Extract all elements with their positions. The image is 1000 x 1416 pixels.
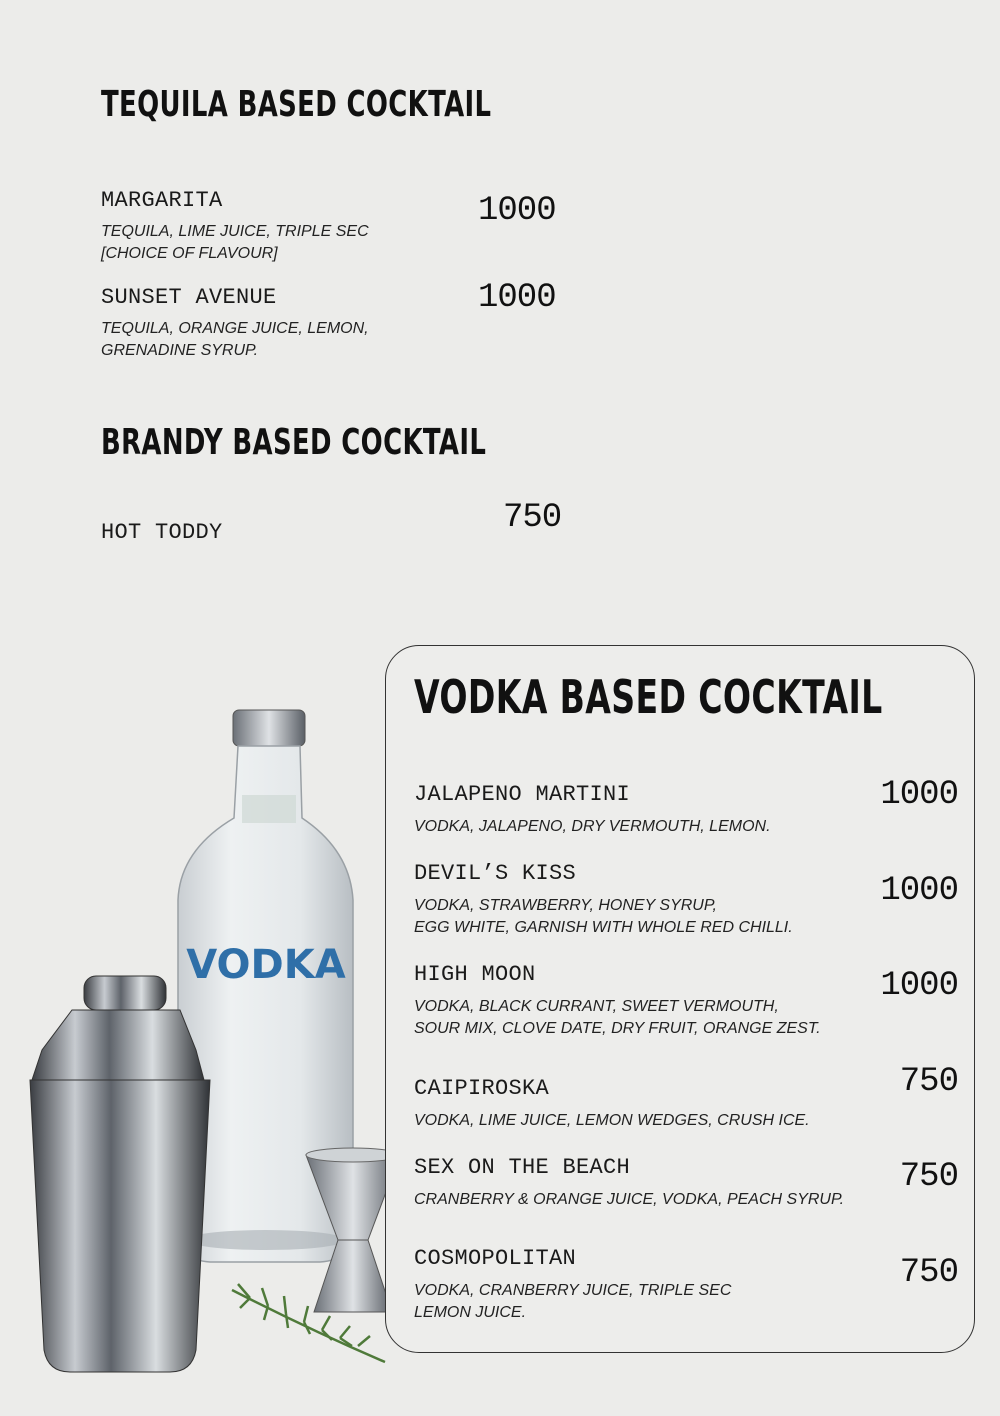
menu-item-name: HIGH MOON xyxy=(414,962,536,987)
menu-item-description: CRANBERRY & ORANGE JUICE, VODKA, PEACH SYRUP. xyxy=(414,1191,845,1208)
menu-item-name: SEX ON THE BEACH xyxy=(414,1155,631,1180)
menu-item-name: CAIPIROSKA xyxy=(414,1076,550,1101)
menu-item-description: VODKA, JALAPENO, DRY VERMOUTH, LEMON. xyxy=(414,818,771,835)
menu-item-name: HOT TODDY xyxy=(101,520,223,545)
menu-item-price: 750 xyxy=(503,499,562,537)
menu-item-description: TEQUILA, ORANGE JUICE, LEMON, GRENADINE SYRUP. xyxy=(101,320,369,359)
menu-item-description: VODKA, BLACK CURRANT, SWEET VERMOUTH, SOUR MIX, CLOVE DATE, DRY FRUIT, ORANGE ZEST. xyxy=(414,998,821,1037)
menu-item-price: 1000 xyxy=(880,872,958,910)
bottle-label: VODKA xyxy=(186,942,346,988)
menu-item-description: VODKA, CRANBERRY JUICE, TRIPLE SEC LEMON JUICE. xyxy=(414,1282,732,1321)
menu-item-name: MARGARITA xyxy=(101,188,223,213)
menu-item-price: 1000 xyxy=(880,967,958,1005)
menu-item-name: DEVIL’S KISS xyxy=(414,861,577,886)
menu-item-price: 1000 xyxy=(478,192,556,230)
menu-item-name: JALAPENO MARTINI xyxy=(414,782,631,807)
cocktail-shaker xyxy=(30,976,210,1372)
menu-item-price: 1000 xyxy=(880,776,958,814)
tequila-heading: TEQUILA BASED COCKTAIL xyxy=(101,84,492,125)
menu-item-name: SUNSET AVENUE xyxy=(101,285,277,310)
menu-item-description: VODKA, LIME JUICE, LEMON WEDGES, CRUSH ICE. xyxy=(414,1112,810,1129)
vodka-heading: VODKA BASED COCKTAIL xyxy=(414,670,883,724)
brandy-heading: BRANDY BASED COCKTAIL xyxy=(101,422,487,463)
menu-item-price: 750 xyxy=(899,1158,958,1196)
menu-item-description: VODKA, STRAWBERRY, HONEY SYRUP, EGG WHITE, GARNISH WITH WHOLE RED CHILLI. xyxy=(414,897,793,936)
vodka-bottle-shaker-illustration xyxy=(20,700,400,1390)
menu-item-price: 1000 xyxy=(478,279,556,317)
menu-item-price: 750 xyxy=(899,1254,958,1292)
menu-item-price: 750 xyxy=(899,1063,958,1101)
menu-item-name: COSMOPOLITAN xyxy=(414,1246,577,1271)
menu-item-description: TEQUILA, LIME JUICE, TRIPLE SEC [CHOICE OF FLAVOUR] xyxy=(101,223,369,262)
